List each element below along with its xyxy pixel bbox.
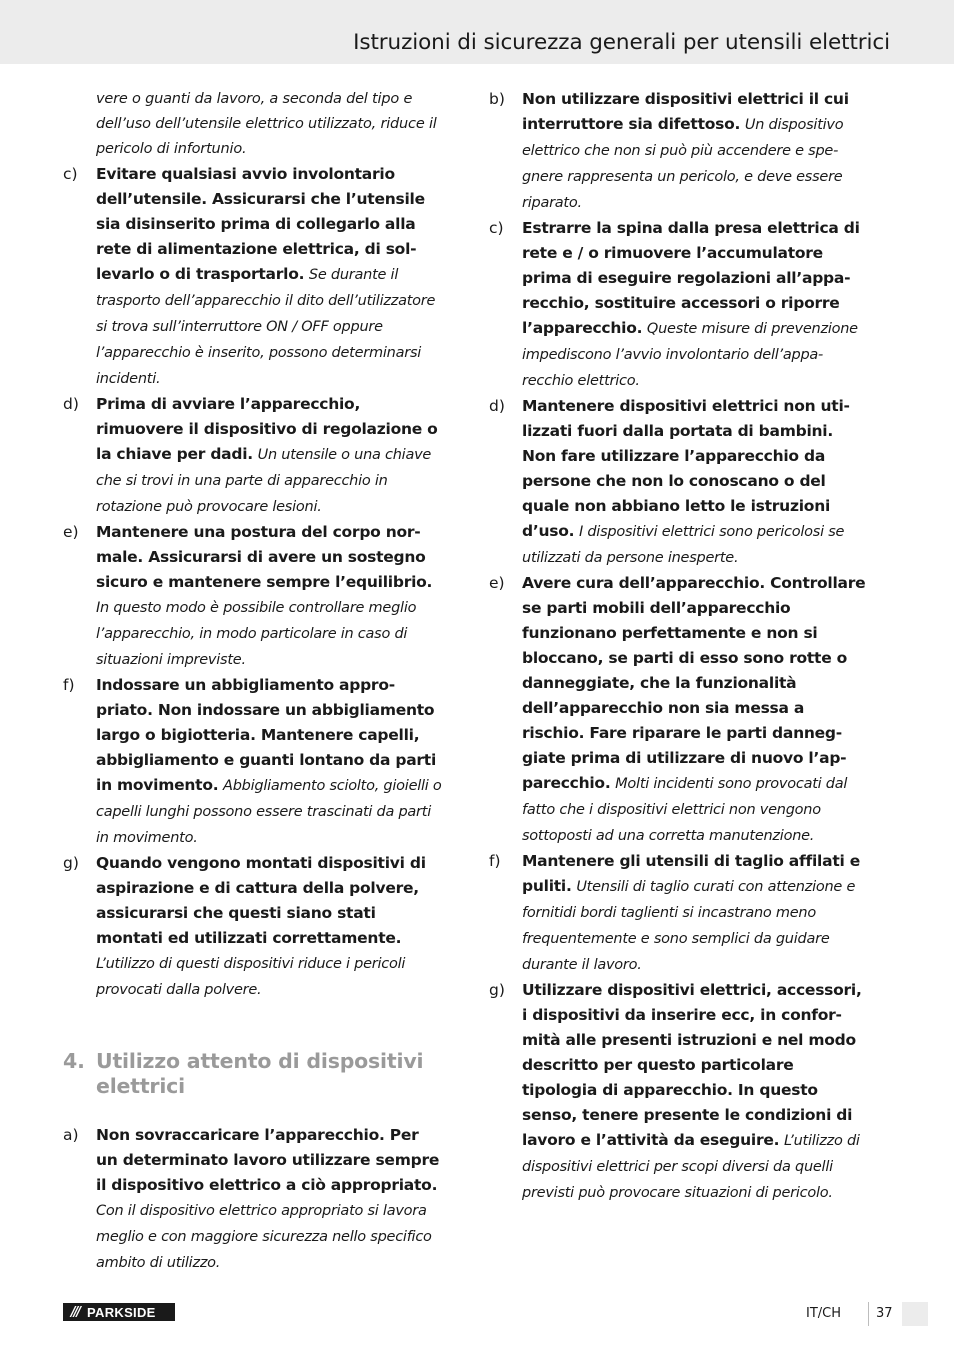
list-item [63,1123,443,1276]
list-item [489,87,869,216]
item-italic-text: Utensili di taglio curati con attenzione e fornitidi bordi taglienti si incastrano meno frequentemente e sono semplici da guidare durante il lavoro. [522,879,856,973]
item-letter: e) [63,523,79,541]
list-item [63,392,443,520]
item-letter: a) [63,1126,79,1144]
list-item [489,394,869,571]
item-bold-text: Mantenere una postura del corpo normale. Assicurarsi di avere un sostegno sicuro e mantenere sempre l’equilibrio. [96,523,433,591]
item-italic-text: Se durante il trasporto dell’apparecchio il dito dell’utilizzatore si trova sull’interruttore ON / OFF oppure l’apparecchio è inserito, possono determinarsi incidenti. [96,267,436,387]
language-label: IT/CH [806,1306,842,1321]
item-bold-text: Prima di avviare l’apparecchio, rimuovere il dispositivo di regolazione o la chiave per dadi. [96,395,438,463]
brand-logo [63,1303,175,1321]
left-column [63,87,443,1276]
item-letter: b) [489,90,505,108]
page-number: 37 [876,1306,893,1321]
header-band [0,0,954,64]
item-letter: f) [489,852,501,870]
item-italic-text: L’utilizzo di dispositivi elettrici per scopi diversi da quelli previsti può provocare situazioni di pericolo. [522,1133,860,1201]
item-letter: g) [489,981,505,999]
item-italic-text: Queste misure di prevenzione impediscono l’avvio involontario dell’apparecchio elettrico. [522,321,858,389]
item-letter: c) [489,219,504,237]
item-bold-text: Evitare qualsiasi avvio involontario dell’utensile. Assicurarsi che l’utensile sia disinserito prima di collegarlo alla rete di alimentazione elettrica, di sollevarlo o di trasportarlo. [96,165,425,283]
list-item [63,673,443,851]
item-letter: c) [63,165,78,183]
list-item [489,216,869,394]
item-italic-text: I dispositivi elettrici sono pericolosi se utilizzati da persone inesperte. [522,524,845,566]
item-bold-text: Mantenere gli utensili di taglio affilati e puliti. [522,852,860,895]
item-bold-text: Indossare un abbigliamento appropriato. Non indossare un abbigliamento largo o bigiotteria. Mantenere capelli, abbigliamento e guanti lontano da parti in movimento. [96,676,437,794]
item-letter: g) [63,854,79,872]
logo-stripes: /// [70,1304,80,1320]
footer-divider [868,1302,869,1326]
item-bold-text: Estrarre la spina dalla presa elettrica di rete e / o rimuovere l’accumulatore prima di eseguire regolazioni all’apparecchio, sostituire accessori o riporre l’apparecchio. [522,219,860,337]
list-item [489,571,869,849]
item-letter: d) [63,395,79,413]
right-column [489,87,869,1206]
item-letter: d) [489,397,505,415]
item-italic-text: Molti incidenti sono provocati dal fatto che i dispositivi elettrici non vengono sottoposti ad una corretta manutenzione. [522,776,848,844]
item-letter: e) [489,574,505,592]
continuation-paragraph: vere o guanti da lavoro, a seconda del tipo e dell’uso dell’utensile elettrico utilizzato, riduce il pericolo di infortunio. [96,91,437,157]
footer-grey-box [902,1302,928,1326]
item-bold-text: Non utilizzare dispositivi elettrici il cui interruttore sia difettoso. [522,90,849,133]
item-bold-text: Mantenere dispositivi elettrici non utilizzati fuori dalla portata di bambini. Non fare utilizzare l’apparecchio da persone che non lo conoscano o del quale non abbiano letto le istruzioni d’uso. [522,397,850,540]
section-title: Utilizzo attento di dispositivi elettrici [96,1049,424,1098]
item-italic-text: Un utensile o una chiave che si trovi in una parte di apparecchio in rotazione può provocare lesioni. [96,447,432,515]
item-italic-text: Abbigliamento sciolto, gioielli o capelli lunghi possono essere trascinati da parti in movimento. [96,778,442,846]
item-italic-text: Con il dispositivo elettrico appropriato si lavora meglio e con maggiore sicurezza nello specifico ambito di utilizzo. [96,1203,432,1271]
section-number: 4. [63,1049,85,1073]
logo-text: PARKSIDE [87,1304,156,1320]
item-bold-text: Quando vengono montati dispositivi di aspirazione e di cattura della polvere, assicurarsi che questi siano stati montati ed utilizzati correttamente. [96,854,426,947]
item-bold-text: Non sovraccaricare l’apparecchio. Per un determinato lavoro utilizzare sempre il dispositivo elettrico a ciò appropriato. [96,1126,440,1194]
item-bold-text: Avere cura dell’apparecchio. Controllare se parti mobili dell’apparecchio funzionano perfettamente e non si bloccano, se parti di esso sono rotte o danneggiate, che la funzionalità dell’apparecchio non sia messa a rischio. Fare riparare le parti danneggiate prima di utilizzare di nuovo l’apparecchio. [522,574,866,792]
list-item [63,162,443,392]
list-item [63,520,443,673]
item-bold-text: Utilizzare dispositivi elettrici, accessori, i dispositivi da inserire ecc, in conformità alle presenti istruzioni e nel modo descritto per questo particolare tipologia di apparecchio. In questo senso, tenere presente le condizioni di lavoro e l’attività da eseguire. [522,981,862,1149]
item-italic-text: Un dispositivo elettrico che non si può più accendere e spegnere rappresenta un pericolo, e deve essere riparato. [522,117,844,211]
item-italic-text: In questo modo è possibile controllare meglio l’apparecchio, in modo particolare in caso di situazioni impreviste. [96,600,417,668]
list-item [489,978,869,1206]
list-item [489,849,869,978]
section-heading [63,1049,443,1099]
item-letter: f) [63,676,75,694]
list-item [63,851,443,1003]
item-italic-text: L’utilizzo di questi dispositivi riduce i pericoli provocati dalla polvere. [96,956,406,998]
page-title: Istruzioni di sicurezza generali per utensili elettrici [353,30,890,55]
